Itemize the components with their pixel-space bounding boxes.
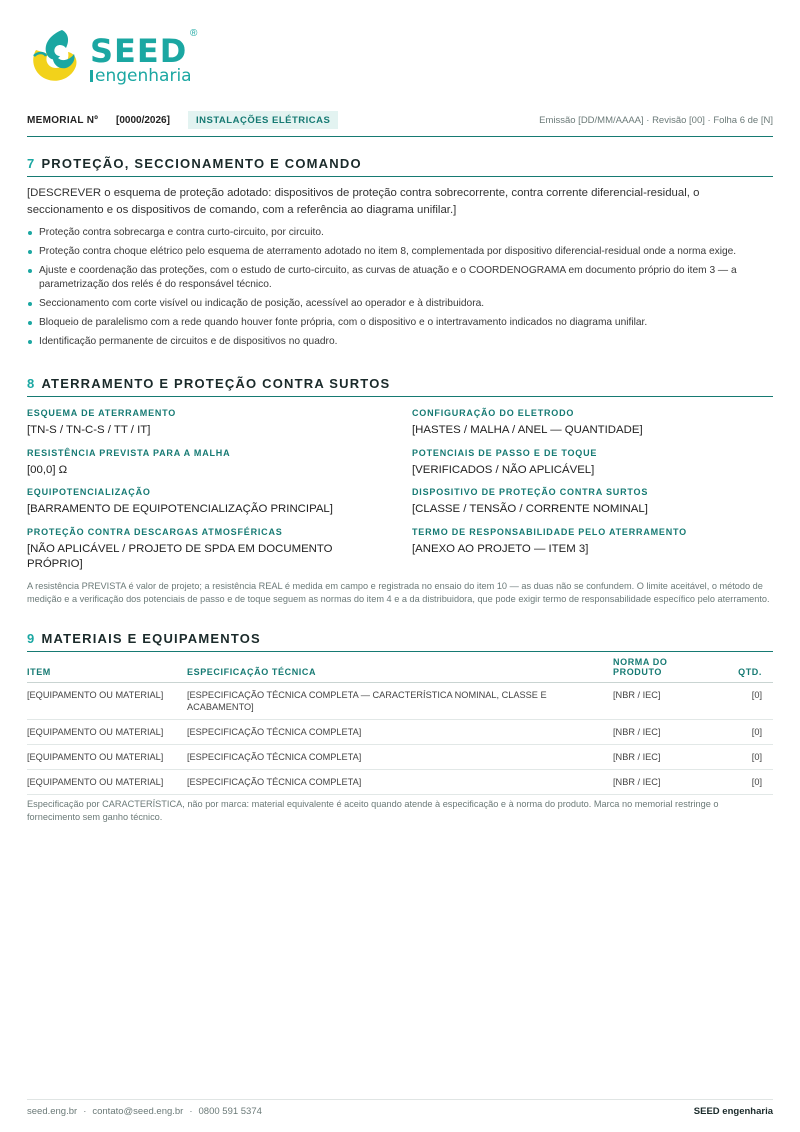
seed-logo-mark-icon — [26, 26, 82, 84]
section-7-title — [27, 156, 773, 177]
table-header-row — [27, 657, 773, 683]
cell-spec: [ESPECIFICAÇÃO TÉCNICA COMPLETA] — [187, 720, 613, 745]
section-8-title-text: ATERRAMENTO E PROTEÇÃO CONTRA SURTOS — [41, 376, 391, 391]
footer-separator: · — [189, 1106, 193, 1117]
materials-table — [27, 657, 773, 795]
table-row — [27, 770, 773, 795]
section-7-intro: [DESCREVER o esquema de proteção adotado: dispositivos de proteção contra sobrecorrente, contra corrente diferencial-residual, o seccionamento e os dispositivos de comando, com a referência ao diagrama unifilar.] — [27, 187, 700, 216]
header-divider — [27, 136, 773, 137]
section-9-title-text: MATERIAIS E EQUIPAMENTOS — [41, 631, 261, 646]
logo-brand-text: SEED — [90, 32, 188, 70]
footer-contacts — [27, 1106, 262, 1117]
section-8-number: 8 — [27, 376, 36, 391]
section-8-note: A resistência PREVISTA é valor de projeto; a resistência REAL é medida em campo e registrada no ensaio do item 10 — as duas não se confundem. O limite aceitável, o método de medição e a verificação dos potenciais de passo e de toque seguem as normas do item 4 e a da distribuidora, que pode exigir termo de responsabilidade específico pelo aterramento. — [27, 581, 770, 604]
field-label: TERMO DE RESPONSABILIDADE PELO ATERRAMENTO — [412, 527, 687, 537]
cell-norm: [NBR / IEC] — [613, 720, 713, 745]
cell-item: [EQUIPAMENTO OU MATERIAL] — [27, 770, 187, 795]
list-item: Proteção contra sobrecarga e contra curto-circuito, por circuito. — [27, 226, 773, 240]
list-item: Seccionamento com corte visível ou indicação de posição, acessível ao operador e à distribuidora. — [27, 297, 773, 311]
field-grounding-responsibility-term — [412, 527, 772, 557]
field-value: [CLASSE / TENSÃO / CORRENTE NOMINAL] — [412, 503, 648, 515]
cell-item: [EQUIPAMENTO OU MATERIAL] — [27, 720, 187, 745]
logo-subtitle-text: engenharia — [95, 66, 192, 86]
field-value: [VERIFICADOS / NÃO APLICÁVEL] — [412, 464, 595, 476]
table-row — [27, 745, 773, 770]
field-equipotentialization — [27, 487, 387, 517]
cell-qty: [0] — [713, 745, 773, 770]
column-header-qty: QTD. — [713, 657, 773, 683]
footer-phone: 0800 591 5374 — [198, 1106, 262, 1117]
section-8-title — [27, 376, 773, 397]
list-item: Identificação permanente de circuitos e de dispositivos no quadro. — [27, 335, 773, 349]
memorial-label: MEMORIAL Nº — [27, 115, 99, 126]
cell-norm: [NBR / IEC] — [613, 745, 713, 770]
emission-info: Emissão [DD/MM/AAAA] · Revisão [00] · Folha 6 de [N] — [539, 115, 773, 126]
section-9-title — [27, 631, 773, 652]
column-header-norm: NORMA DO PRODUTO — [613, 657, 713, 683]
field-value: [TN-S / TN-C-S / TT / IT] — [27, 424, 151, 436]
cell-spec: [ESPECIFICAÇÃO TÉCNICA COMPLETA] — [187, 745, 613, 770]
field-label: DISPOSITIVO DE PROTEÇÃO CONTRA SURTOS — [412, 487, 649, 497]
field-step-touch-potentials — [412, 448, 772, 478]
field-value: [00,0] Ω — [27, 464, 68, 476]
table-row — [27, 683, 773, 720]
cell-item: [EQUIPAMENTO OU MATERIAL] — [27, 745, 187, 770]
cell-norm: [NBR / IEC] — [613, 770, 713, 795]
discipline-tag: INSTALAÇÕES ELÉTRICAS — [188, 111, 338, 129]
cell-norm: [NBR / IEC] — [613, 683, 713, 720]
field-label: ESQUEMA DE ATERRAMENTO — [27, 408, 177, 418]
section-7-title-text: PROTEÇÃO, SECCIONAMENTO E COMANDO — [41, 156, 362, 171]
field-value: [ANEXO AO PROJETO — ITEM 3] — [412, 543, 589, 555]
cell-spec: [ESPECIFICAÇÃO TÉCNICA COMPLETA — CARACTERÍSTICA NOMINAL, CLASSE E ACABAMENTO] — [187, 683, 613, 720]
field-value: [NÃO APLICÁVEL / PROJETO DE SPDA EM DOCUMENTO PRÓPRIO] — [27, 543, 333, 570]
footer-website-link[interactable]: seed.eng.br — [27, 1106, 78, 1117]
field-surge-protection-device — [412, 487, 772, 517]
section-9-number: 9 — [27, 631, 36, 646]
field-label: CONFIGURAÇÃO DO ELETRODO — [412, 408, 575, 418]
column-header-item: ITEM — [27, 657, 187, 683]
field-lightning-protection — [27, 527, 357, 572]
cell-spec: [ESPECIFICAÇÃO TÉCNICA COMPLETA] — [187, 770, 613, 795]
section-9-note: Especificação por CARACTERÍSTICA, não por marca: material equivalente é aceito quando atende à especificação e à norma do produto. Marca no memorial restringe o fornecimento sem ganho técnico. — [27, 799, 719, 822]
field-label: POTENCIAIS DE PASSO E DE TOQUE — [412, 448, 598, 458]
field-value: [HASTES / MALHA / ANEL — QUANTIDADE] — [412, 424, 643, 436]
field-label: PROTEÇÃO CONTRA DESCARGAS ATMOSFÉRICAS — [27, 527, 283, 537]
list-item: Ajuste e coordenação das proteções, com o estudo de curto-circuito, as curvas de atuação e o COORDENOGRAMA em documento próprio do item 3 — a parametrização dos relés é do responsável técnico. — [27, 264, 773, 292]
cell-qty: [0] — [713, 770, 773, 795]
document-meta-row — [27, 111, 773, 129]
field-electrode-config — [412, 408, 772, 438]
footer-divider — [27, 1099, 773, 1100]
footer-separator: · — [83, 1106, 87, 1117]
field-value: [BARRAMENTO DE EQUIPOTENCIALIZAÇÃO PRINCIPAL] — [27, 503, 333, 515]
list-item: Bloqueio de paralelismo com a rede quando houver fonte própria, com o dispositivo e o intertravamento indicados no diagrama unifilar. — [27, 316, 773, 330]
cell-qty: [0] — [713, 683, 773, 720]
cell-qty: [0] — [713, 720, 773, 745]
field-grounding-scheme — [27, 408, 387, 438]
logo-subtitle — [90, 66, 192, 86]
footer-company-name: SEED engenharia — [693, 1106, 773, 1117]
registered-mark: ® — [190, 28, 198, 39]
field-grid-resistance — [27, 448, 387, 478]
list-item: Proteção contra choque elétrico pelo esquema de aterramento adotado no item 8, complementada por dispositivo diferencial-residual onde a norma exige. — [27, 245, 773, 259]
cell-item: [EQUIPAMENTO OU MATERIAL] — [27, 683, 187, 720]
table-row — [27, 720, 773, 745]
memorial-number: [0000/2026] — [116, 115, 170, 126]
page-footer — [27, 1106, 773, 1117]
section-7-bullet-list — [27, 226, 773, 354]
field-label: EQUIPOTENCIALIZAÇÃO — [27, 487, 151, 497]
company-logo — [26, 26, 216, 86]
section-7-number: 7 — [27, 156, 36, 171]
field-label: RESISTÊNCIA PREVISTA PARA A MALHA — [27, 448, 231, 458]
column-header-spec: ESPECIFICAÇÃO TÉCNICA — [187, 657, 613, 683]
footer-email-link[interactable]: contato@seed.eng.br — [92, 1106, 184, 1117]
